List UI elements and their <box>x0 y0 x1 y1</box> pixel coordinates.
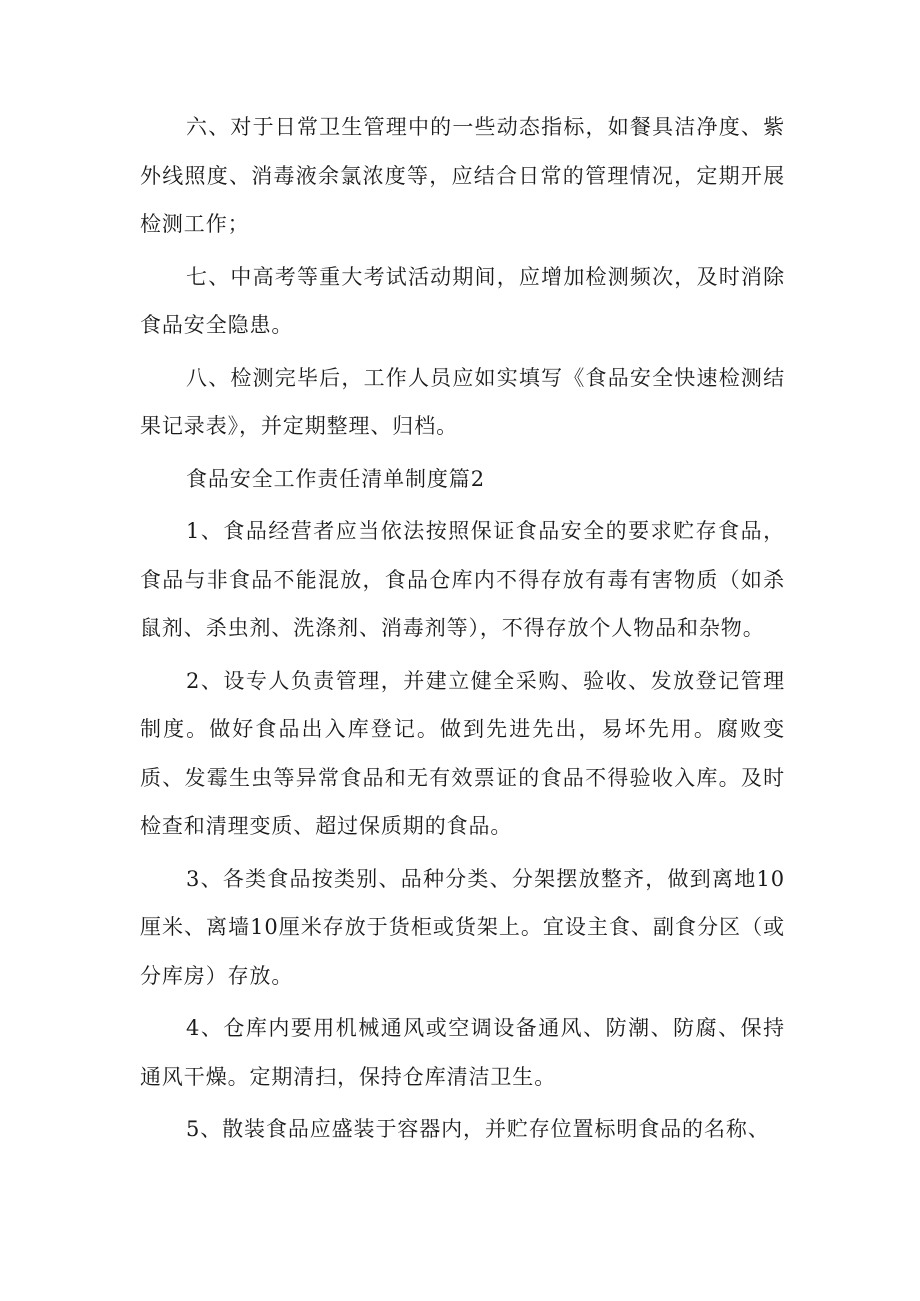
paragraph-item-5: 5、散装食品应盛装于容器内，并贮存位置标明食品的名称、 <box>186 1117 770 1141</box>
document-body <box>140 103 785 1158</box>
paragraph-7: 七、中高考等重大考试活动期间，应增加检测频次，及时消除食品安全隐患。 <box>140 264 785 337</box>
paragraph-6: 六、对于日常卫生管理中的一些动态指标，如餐具洁净度、紫外线照度、消毒液余氯浓度等，应结合日常的管理情况，定期开展检测工作； <box>140 115 785 236</box>
paragraph-item-3: 3、各类食品按类别、品种分类、分架摆放整齐，做到离地10厘米、离墙10厘米存放于货柜或货架上。宜设主食、副食分区（或分库房）存放。 <box>140 866 785 988</box>
paragraph-item-2: 2、设专人负责管理，并建立健全采购、验收、发放登记管理制度。做好食品出入库登记。做到先进先出，易坏先用。腐败变质、发霉生虫等异常食品和无有效票证的食品不得验收入库。及时检查和清理变质、超过保质期的食品。 <box>140 668 785 838</box>
paragraph-item-1: 1、食品经营者应当依法按照保证食品安全的要求贮存食品，食品与非食品不能混放，食品仓库内不得存放有毒有害物质（如杀鼠剂、杀虫剂、洗涤剂、消毒剂等），不得存放个人物品和杂物。 <box>140 519 785 640</box>
paragraph-item-4: 4、仓库内要用机械通风或空调设备通风、防潮、防腐、保持通风干燥。定期清扫，保持仓库清洁卫生。 <box>140 1016 785 1089</box>
section-heading: 食品安全工作责任清单制度篇2 <box>186 466 485 491</box>
paragraph-8: 八、检测完毕后，工作人员应如实填写《食品安全快速检测结果记录表》，并定期整理、归档。 <box>140 365 785 438</box>
